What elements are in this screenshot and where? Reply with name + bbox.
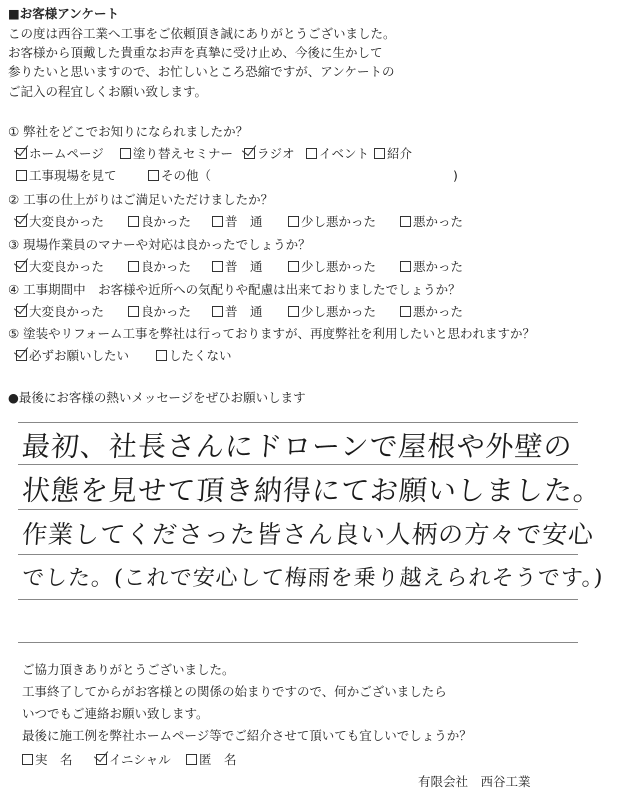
- writing-line: [18, 599, 578, 600]
- checkbox-icon[interactable]: [156, 350, 167, 361]
- option-bad[interactable]: 悪かった: [400, 214, 463, 230]
- checkbox-icon[interactable]: [16, 170, 27, 181]
- checkbox-icon[interactable]: [374, 148, 385, 159]
- checkbox-icon[interactable]: [128, 261, 139, 272]
- closing-line-2: 工事終了してからがお客様との関係の始まりですので、何かございましたら: [22, 684, 447, 699]
- checkbox-icon[interactable]: [288, 216, 299, 227]
- option-anonymous[interactable]: 匿 名: [186, 752, 237, 768]
- option-initials[interactable]: イニシャル: [96, 752, 171, 768]
- checkbox-checked-icon[interactable]: [16, 306, 27, 317]
- option-very-good[interactable]: 大変良かった: [16, 214, 104, 230]
- checkbox-icon[interactable]: [128, 306, 139, 317]
- checkbox-icon[interactable]: [306, 148, 317, 159]
- question-4: ④ 工事期間中 お客様や近所への気配りや配慮は出来ておりましたでしょうか？: [8, 282, 461, 297]
- option-seminar[interactable]: 塗り替えセミナー: [120, 146, 233, 162]
- intro-line-1: この度は西谷工業へ工事をご依頼頂き誠にありがとうございました。: [8, 26, 396, 41]
- question-3: ③ 現場作業員のマナーや対応は良かったでしょうか？: [8, 237, 311, 252]
- checkbox-icon[interactable]: [212, 261, 223, 272]
- option-average[interactable]: 普 通: [212, 214, 263, 230]
- checkbox-icon[interactable]: [128, 216, 139, 227]
- writing-line: [18, 642, 578, 643]
- handwritten-line-3: 作業してくださった皆さん良い人柄の方々で安心: [21, 520, 596, 549]
- closing-line-3: いつでもご連絡お願い致します。: [22, 706, 209, 721]
- option-average[interactable]: 普 通: [212, 259, 263, 275]
- writing-line: [18, 464, 578, 465]
- option-slightly-bad[interactable]: 少し悪かった: [288, 214, 376, 230]
- question-2: ② 工事の仕上がりはご満足いただけましたか？: [8, 192, 274, 207]
- checkbox-icon[interactable]: [288, 261, 299, 272]
- checkbox-checked-icon[interactable]: [16, 350, 27, 361]
- option-good[interactable]: 良かった: [128, 304, 191, 320]
- handwritten-line-1: 最初、社長さんにドローンで屋根や外壁の: [20, 430, 574, 463]
- intro-line-3: 参りたいと思いますので、お忙しいところ恐縮ですが、アンケートの: [8, 64, 395, 79]
- handwritten-line-4: でした。(これで安心して梅雨を乗り越えられそうです。): [21, 566, 605, 591]
- closing-line-1: ご協力頂きありがとうございました。: [22, 662, 235, 677]
- option-referral[interactable]: 紹介: [374, 146, 412, 162]
- question-5: ⑤ 塗装やリフォーム工事を弊社は行っておりますが、再度弊社を利用したいと思われますか？: [8, 326, 536, 341]
- option-good[interactable]: 良かった: [128, 259, 191, 275]
- closing-line-4: 最後に施工例を弊社ホームページ等でご紹介させて頂いても宜しいでしょうか？: [22, 728, 472, 743]
- checkbox-checked-icon[interactable]: [16, 216, 27, 227]
- company-name: 有限会社 西谷工業: [418, 774, 531, 789]
- handwritten-line-2: 状態を見せて頂き納得にてお願いしました。: [20, 474, 604, 507]
- divider-line: [18, 422, 578, 423]
- option-slightly-bad[interactable]: 少し悪かった: [288, 304, 376, 320]
- option-real-name[interactable]: 実 名: [22, 752, 73, 768]
- checkbox-icon[interactable]: [288, 306, 299, 317]
- option-radio[interactable]: ラジオ: [244, 146, 295, 162]
- form-title: ■お客様アンケート: [8, 6, 120, 21]
- checkbox-icon[interactable]: [400, 261, 411, 272]
- option-bad[interactable]: 悪かった: [400, 259, 463, 275]
- writing-line: [18, 554, 578, 555]
- option-good[interactable]: 良かった: [128, 214, 191, 230]
- message-heading: ●最後にお客様の熱いメッセージをぜひお願いします: [8, 390, 306, 405]
- writing-line: [18, 509, 578, 510]
- checkbox-icon[interactable]: [22, 754, 33, 765]
- option-homepage[interactable]: ホームページ: [16, 146, 104, 162]
- question-1: ① 弊社をどこでお知りになられましたか？: [8, 124, 249, 139]
- checkbox-checked-icon[interactable]: [16, 261, 27, 272]
- option-site[interactable]: 工事現場を見て: [16, 168, 117, 184]
- option-no[interactable]: したくない: [156, 348, 232, 364]
- option-bad[interactable]: 悪かった: [400, 304, 463, 320]
- checkbox-icon[interactable]: [120, 148, 131, 159]
- checkbox-icon[interactable]: [212, 306, 223, 317]
- checkbox-icon[interactable]: [400, 216, 411, 227]
- option-very-good[interactable]: 大変良かった: [16, 304, 104, 320]
- checkbox-icon[interactable]: [212, 216, 223, 227]
- other-close-paren: ): [453, 168, 458, 183]
- checkbox-checked-icon[interactable]: [244, 148, 255, 159]
- checkbox-icon[interactable]: [148, 170, 159, 181]
- checkbox-icon[interactable]: [186, 754, 197, 765]
- checkbox-checked-icon[interactable]: [16, 148, 27, 159]
- checkbox-checked-icon[interactable]: [96, 754, 107, 765]
- intro-line-4: ご記入の程宜しくお願い致します。: [8, 84, 208, 99]
- option-slightly-bad[interactable]: 少し悪かった: [288, 259, 376, 275]
- option-other[interactable]: その他（: [148, 168, 211, 184]
- option-event[interactable]: イベント: [306, 146, 369, 162]
- checkbox-icon[interactable]: [400, 306, 411, 317]
- intro-line-2: お客様から頂戴した貴重なお声を真摯に受け止め、今後に生かして: [8, 45, 383, 60]
- option-definitely[interactable]: 必ずお願いしたい: [16, 348, 129, 364]
- option-average[interactable]: 普 通: [212, 304, 263, 320]
- option-very-good[interactable]: 大変良かった: [16, 259, 104, 275]
